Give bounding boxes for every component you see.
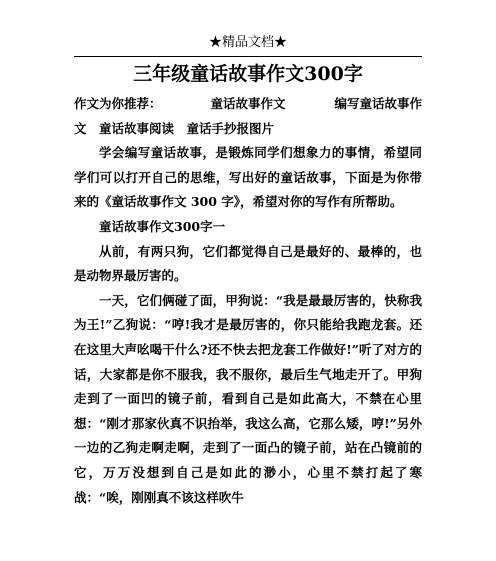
story-paragraph: 一天，它们俩碰了面，甲狗说：“我是最最厉害的，快称我为王!”乙狗说：“哼!我才是最厉害的，你只能给我跑龙套。还在这里大声吆喝干什么?还不快去把龙套工作做好!”听了对方的话，大家都是你不服我，我不服你，最后生气地走开了。甲狗走到了一面凹的镜子前，看到自己是如此高大，不禁在心里想：“刚才那家伙真不识抬举，我这么高，它那么矮，哼!”另外一边的乙狗走啊走啊，走到了一面凸的镜子前，站在凸镜前的它，万万没想到自己是如此的渺小，心里不禁打起了寒战：“唉，刚刚真不该这样吹牛 [74, 292, 422, 505]
document-body [74, 92, 422, 510]
recommend-link-second[interactable]: 编写童话故事作 [334, 96, 422, 111]
recommend-link-first[interactable]: 童话故事作文 [210, 96, 286, 111]
recommend-prefix: 作文为你推荐： [74, 96, 162, 111]
section-heading: 童话故事作文300字一 [99, 218, 226, 234]
header-divider [74, 56, 422, 57]
page-header-label: ★精品文档★ [208, 35, 287, 50]
recommend-line [74, 92, 422, 117]
document-title: 三年级童话故事作文300字 [133, 63, 363, 85]
intro-paragraph: 学会编写童话故事，是锻炼同学们想象力的事情，希望同学们可以打开自己的思维，写出好的童话故事，下面是为你带来的《童话故事作文 300 字》，希望对你的写作有所帮助。 [74, 145, 422, 210]
story-paragraph: 从前，有两只狗，它们都觉得自己是最好的、最棒的，也是动物界最厉害的。 [74, 243, 422, 284]
recommend-continuation[interactable]: 文 童话故事阅读 童话手抄报图片 [74, 120, 275, 136]
